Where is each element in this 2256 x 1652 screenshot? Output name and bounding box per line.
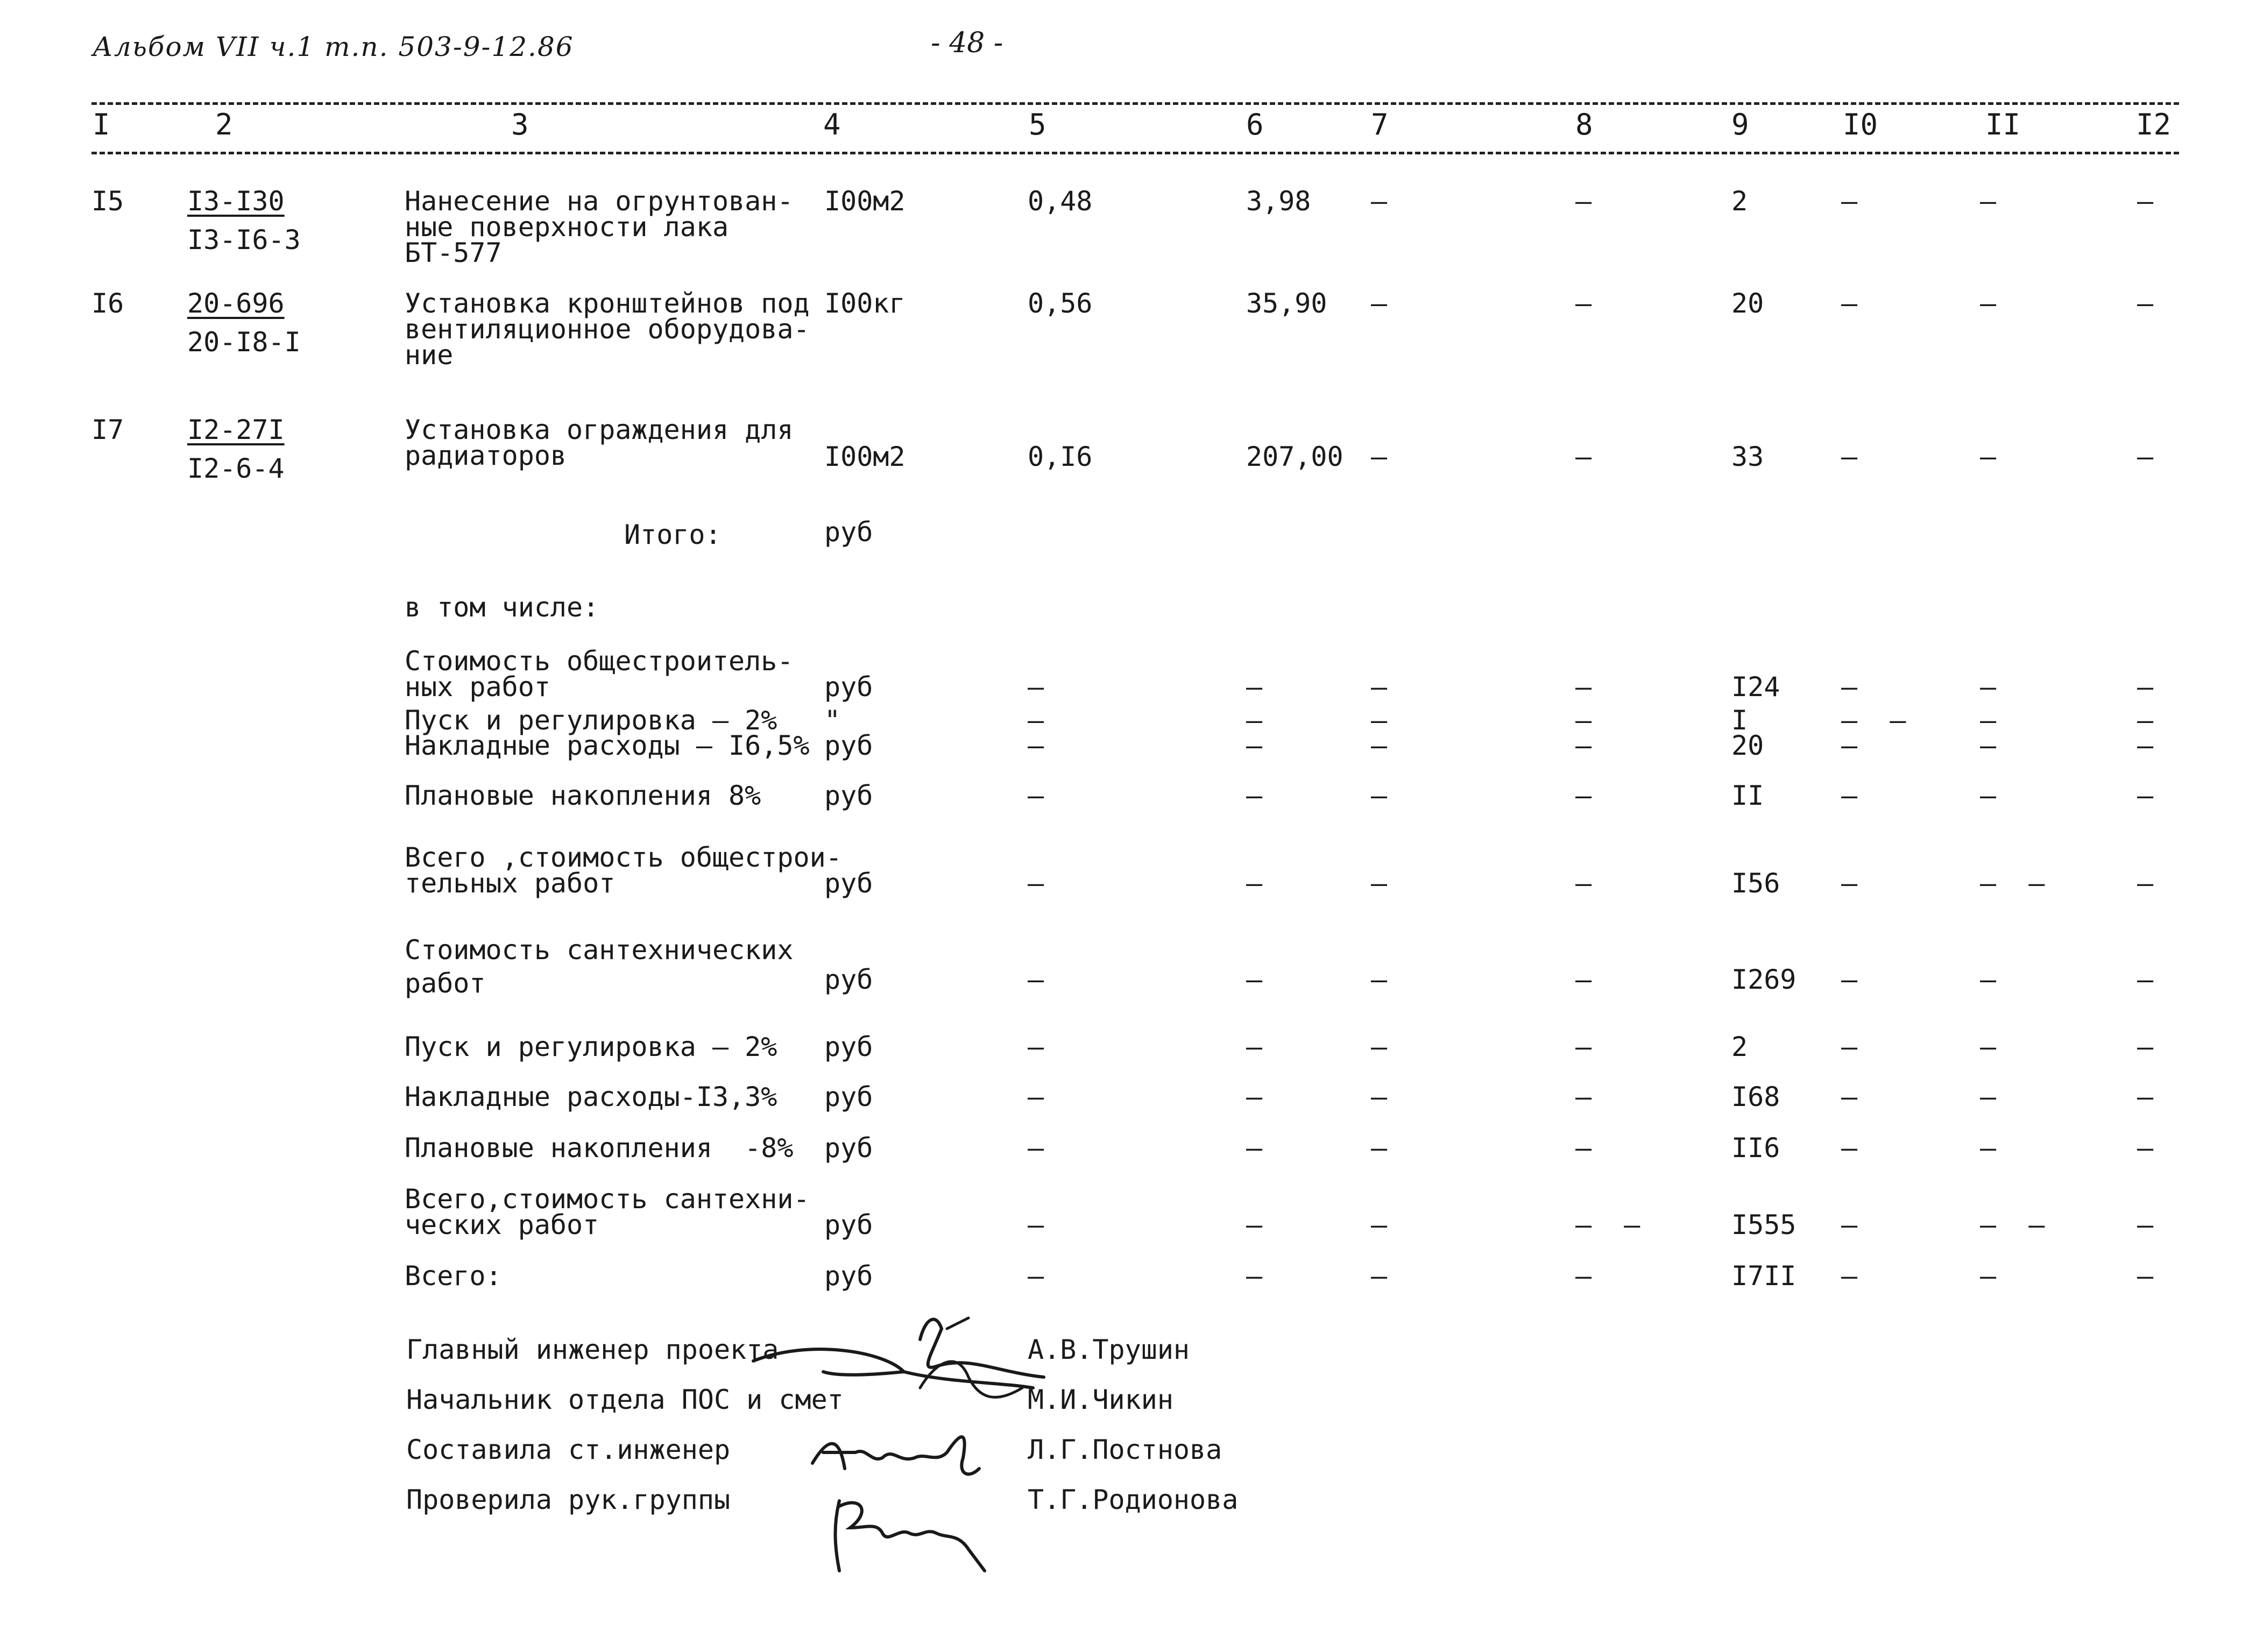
summary-total: I7II — [1731, 1260, 1797, 1292]
col-header-4: 4 — [823, 108, 841, 141]
col11-value: – – — [1980, 868, 2045, 899]
col6-value: – — [1246, 1209, 1263, 1240]
summary-unit: руб — [824, 780, 873, 811]
col-header-5: 5 — [1029, 108, 1046, 141]
col10-value: – — [1841, 964, 1858, 995]
col8-value: – — [1575, 288, 1592, 319]
summary-label: Стоимость общестроитель- ных работ — [405, 646, 794, 703]
handwritten-signature-2 — [807, 1415, 985, 1490]
col12-value: – — [2137, 1209, 2154, 1240]
norm-code-top: I2-27I — [187, 414, 285, 445]
col12-value: – — [2137, 705, 2154, 736]
summary-total: I — [1731, 705, 1748, 736]
summary-label: Пуск и регулировка – 2% — [405, 705, 777, 736]
summary-unit: руб — [824, 1081, 873, 1112]
summary-label: Пуск и регулировка – 2% — [405, 1031, 777, 1062]
item-number: I7 — [91, 414, 124, 445]
col10-value: – – — [1841, 705, 1906, 736]
col10-value: – — [1841, 671, 1858, 703]
summary-label: Плановые накопления 8% — [405, 780, 761, 811]
work-description: Нанесение на огрунтован- ные поверхности лака БТ-577 — [405, 186, 794, 268]
summary-label: Всего ,стоимость общестрои- тельных работ — [405, 842, 842, 899]
unit: I00м2 — [824, 441, 906, 472]
signature-role: Составила ст.инженер — [406, 1434, 731, 1465]
total-cost: 2 — [1731, 186, 1748, 217]
col-header-10: I0 — [1843, 108, 1878, 141]
col11-value: – — [1980, 730, 1997, 761]
col10-value: – — [1841, 441, 1858, 472]
col7-value: – — [1371, 1081, 1388, 1112]
summary-total: I555 — [1731, 1209, 1797, 1240]
unit-cost: 35,90 — [1246, 288, 1327, 319]
col12-value: – — [2137, 868, 2154, 899]
summary-total: I56 — [1731, 868, 1780, 899]
col11-value: – — [1980, 1260, 1997, 1292]
col10-value: – — [1841, 868, 1858, 899]
total-cost: 20 — [1731, 288, 1764, 319]
col12-value: – — [2137, 186, 2154, 217]
col6-value: – — [1246, 1132, 1263, 1164]
col-header-11: II — [1985, 108, 2021, 141]
signature-name: Т.Г.Родионова — [1028, 1484, 1239, 1515]
col7-value: – — [1371, 964, 1388, 995]
col6-value: – — [1246, 964, 1263, 995]
col7-value: – — [1371, 1031, 1388, 1062]
summary-unit: руб — [824, 730, 873, 761]
summary-total: 20 — [1731, 730, 1764, 761]
unit-cost: 3,98 — [1246, 186, 1311, 217]
col6-value: – — [1246, 868, 1263, 899]
col12-value: – — [2137, 1132, 2154, 1164]
col6-value: – — [1246, 780, 1263, 811]
summary-unit: руб — [824, 1031, 873, 1062]
col11-value: – — [1980, 964, 1997, 995]
col-header-6: 6 — [1246, 108, 1264, 141]
summary-unit: руб — [824, 1209, 873, 1240]
col8-value: – — [1575, 441, 1592, 472]
col11-value: – — [1980, 671, 1997, 703]
col8-value: – – — [1575, 1209, 1640, 1240]
summary-unit: руб — [824, 1260, 873, 1292]
work-description: Установка ограждения для радиаторов — [405, 414, 794, 471]
norm-code-bottom: I2-6-4 — [187, 453, 285, 484]
v-tom-chisle-label: в том числе: — [405, 592, 599, 623]
col10-value: – — [1841, 730, 1858, 761]
col6-value: – — [1246, 1260, 1263, 1292]
col11-value: – — [1980, 705, 1997, 736]
summary-total: II — [1731, 780, 1764, 811]
col6-value: – — [1246, 671, 1263, 703]
itogo-unit: руб — [824, 516, 873, 548]
norm-code-bottom: 20-I8-I — [187, 327, 301, 358]
col12-value: – — [2137, 730, 2154, 761]
summary-unit: " — [824, 705, 841, 736]
col12-value: – — [2137, 288, 2154, 319]
col8-value: – — [1575, 1132, 1592, 1164]
col-header-1: I — [93, 108, 110, 141]
col7-value: – — [1371, 868, 1388, 899]
col5-value: – — [1028, 780, 1044, 811]
summary-label: Всего,стоимость сантехни- ческих работ — [405, 1183, 810, 1240]
col7-value: – — [1371, 730, 1388, 761]
col8-value: – — [1575, 1081, 1592, 1112]
col8-value: – — [1575, 780, 1592, 811]
col8-value: – — [1575, 868, 1592, 899]
col-header-2: 2 — [215, 108, 233, 141]
summary-unit: руб — [824, 868, 873, 899]
norm-code-bottom: I3-I6-3 — [187, 224, 301, 256]
summary-label: Накладные расходы-I3,3% — [405, 1081, 777, 1112]
itogo-label: Итого: — [624, 519, 722, 550]
col10-value: – — [1841, 1132, 1858, 1164]
col-header-7: 7 — [1371, 108, 1389, 141]
col11-value: – — [1980, 186, 1997, 217]
col10-value: – — [1841, 1260, 1858, 1292]
item-number: I5 — [91, 186, 124, 217]
summary-total: I269 — [1731, 964, 1797, 995]
col5-value: – — [1028, 1260, 1044, 1292]
quantity: 0,48 — [1028, 186, 1093, 217]
col7-value: – — [1371, 780, 1388, 811]
col10-value: – — [1841, 186, 1858, 217]
col8-value: – — [1575, 186, 1592, 217]
col-header-12: I2 — [2136, 108, 2172, 141]
col8-value: – — [1575, 730, 1592, 761]
col10-value: – — [1841, 1209, 1858, 1240]
summary-total: I24 — [1731, 671, 1780, 703]
col5-value: – — [1028, 705, 1044, 736]
col5-value: – — [1028, 730, 1044, 761]
unit-cost: 207,00 — [1246, 441, 1343, 472]
col7-value: – — [1371, 1132, 1388, 1164]
signature-name: М.И.Чикин — [1028, 1384, 1173, 1415]
col8-value: – — [1575, 1260, 1592, 1292]
col7-value: – — [1371, 288, 1388, 319]
col11-value: – — [1980, 441, 1997, 472]
col11-value: – — [1980, 1132, 1997, 1164]
col6-value: – — [1246, 730, 1263, 761]
handwritten-signature-1 — [742, 1307, 1065, 1431]
signature-name: А.В.Трушин — [1028, 1334, 1190, 1365]
col12-value: – — [2137, 671, 2154, 703]
col10-value: – — [1841, 1081, 1858, 1112]
summary-unit: руб — [824, 964, 873, 995]
col11-value: – — [1980, 1031, 1997, 1062]
col12-value: – — [2137, 441, 2154, 472]
col12-value: – — [2137, 964, 2154, 995]
col5-value: – — [1028, 868, 1044, 899]
signature-name: Л.Г.Постнова — [1028, 1434, 1222, 1465]
col6-value: – — [1246, 1081, 1263, 1112]
quantity: 0,56 — [1028, 288, 1093, 319]
col5-value: – — [1028, 1132, 1044, 1164]
unit: I00кг — [824, 288, 906, 319]
col12-value: – — [2137, 1031, 2154, 1062]
col6-value: – — [1246, 705, 1263, 736]
summary-label: Накладные расходы – I6,5% — [405, 730, 810, 761]
col5-value: – — [1028, 1031, 1044, 1062]
summary-label: Стоимость сантехнических работ — [405, 934, 794, 999]
col5-value: – — [1028, 1081, 1044, 1112]
handwritten-signature-3 — [823, 1490, 995, 1582]
norm-code-top: 20-696 — [187, 288, 285, 319]
summary-total: I68 — [1731, 1081, 1780, 1112]
signature-role: Начальник отдела ПОС и смет — [406, 1384, 844, 1415]
col6-value: – — [1246, 1031, 1263, 1062]
page-number: - 48 - — [931, 27, 1003, 59]
signature-role: Проверила рук.группы — [406, 1484, 731, 1515]
col8-value: – — [1575, 964, 1592, 995]
summary-total: II6 — [1731, 1132, 1780, 1164]
col-header-9: 9 — [1731, 108, 1749, 141]
summary-unit: руб — [824, 671, 873, 703]
col10-value: – — [1841, 1031, 1858, 1062]
unit: I00м2 — [824, 186, 906, 217]
summary-total: 2 — [1731, 1031, 1748, 1062]
col8-value: – — [1575, 671, 1592, 703]
col7-value: – — [1371, 1209, 1388, 1240]
col11-value: – — [1980, 288, 1997, 319]
col7-value: – — [1371, 705, 1388, 736]
col11-value: – — [1980, 1081, 1997, 1112]
quantity: 0,I6 — [1028, 441, 1093, 472]
col7-value: – — [1371, 186, 1388, 217]
col7-value: – — [1371, 1260, 1388, 1292]
col12-value: – — [2137, 1081, 2154, 1112]
summary-label: Плановые накопления -8% — [405, 1132, 794, 1164]
col10-value: – — [1841, 780, 1858, 811]
col10-value: – — [1841, 288, 1858, 319]
signature-role: Главный инженер проекта — [406, 1334, 779, 1365]
summary-label: Всего: — [405, 1260, 502, 1292]
col-header-8: 8 — [1575, 108, 1593, 141]
col5-value: – — [1028, 671, 1044, 703]
col5-value: – — [1028, 1209, 1044, 1240]
col7-value: – — [1371, 671, 1388, 703]
album-reference: Альбом VII ч.1 т.п. 503-9-12.86 — [93, 31, 574, 62]
col8-value: – — [1575, 705, 1592, 736]
col-header-3: 3 — [511, 108, 529, 141]
summary-unit: руб — [824, 1132, 873, 1164]
col5-value: – — [1028, 964, 1044, 995]
col12-value: – — [2137, 1260, 2154, 1292]
col11-value: – – — [1980, 1209, 2045, 1240]
col11-value: – — [1980, 780, 1997, 811]
col8-value: – — [1575, 1031, 1592, 1062]
item-number: I6 — [91, 288, 124, 319]
norm-code-top: I3-I30 — [187, 186, 285, 217]
col7-value: – — [1371, 441, 1388, 472]
total-cost: 33 — [1731, 441, 1764, 472]
col12-value: – — [2137, 780, 2154, 811]
work-description: Установка кронштейнов под вентиляционное оборудова- ние — [405, 288, 810, 371]
